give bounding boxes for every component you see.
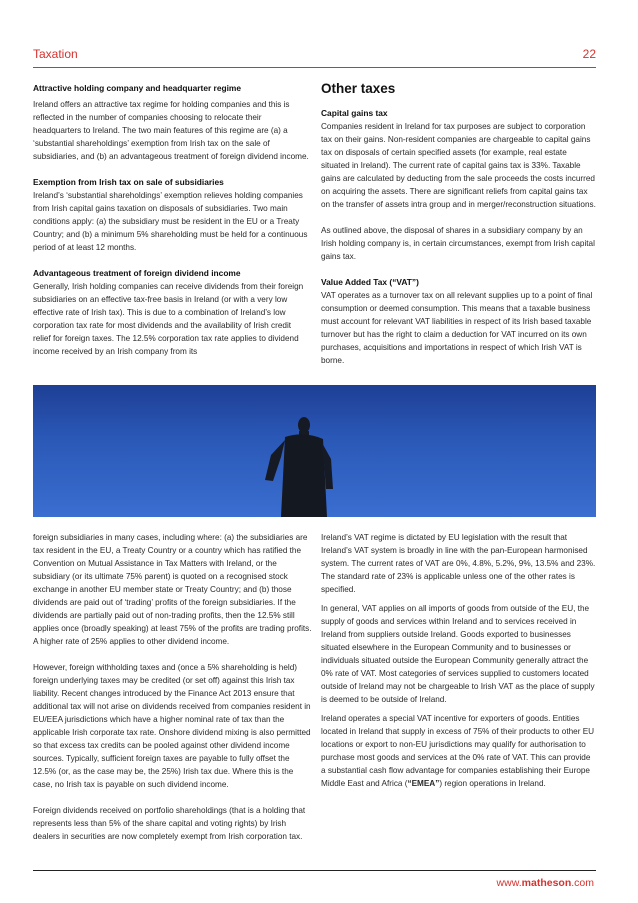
- paragraph: As outlined above, the disposal of shares in a subsidiary company by an Irish holding company is, in certain circumstances, exempt from Irish capital gains tax.: [321, 226, 595, 261]
- page-number: 22: [582, 47, 596, 61]
- heading-exemption: Exemption from Irish tax on sale of subsidiaries: [33, 177, 224, 187]
- left-column-bottom: [33, 531, 313, 856]
- heading-capital-gains: Capital gains tax: [321, 108, 388, 118]
- statue-silhouette: [33, 385, 596, 517]
- heading-vat: Value Added Tax (“VAT”): [321, 277, 419, 287]
- footer-url[interactable]: www.matheson.com: [496, 877, 594, 889]
- paragraph: Generally, Irish holding companies can receive dividends from their foreign subsidiaries on an effective tax-free basis in Ireland (or with a very low effective rate of Irish tax). This is due to a combination of Ireland’s low corporation tax rate for most dividends and the availability of Irish credit relief for foreign taxes. The 12.5% corporation tax rate applies to dividend income received by an Irish company from its: [33, 282, 304, 356]
- section-title: Taxation: [33, 47, 78, 61]
- paragraph: In general, VAT applies on all imports of goods from outside of the EU, the supply of goods and services within Ireland and to services received in Ireland from suppliers outside Ireland. Goods exported to businesses situated elsewhere in the European Community and to businesses or individuals situated outside the European Community generally attract the 0% rate of VAT. Most categories of services supplied to customers located outside of Ireland may not be chargeable to Irish VAT as the place of supply is deemed to be outside of Ireland.: [321, 604, 595, 704]
- other-taxes-title: Other taxes: [321, 81, 396, 96]
- header-rule: [33, 67, 596, 68]
- paragraph: Companies resident in Ireland for tax purposes are subject to corporation tax on their gains. Non-resident companies are chargeable to capital gains tax on disposals of certain specified assets (for example, real estate situated in Ireland). The current rate of capital gains tax is 33%. Taxable gains are calculated by deducting from the sale proceeds the costs incurred on acquiring the assets. There are significant reliefs from capital gains tax on the transfer of assets intra group and in merger/reconstruction situations.: [321, 122, 596, 209]
- paragraph: VAT operates as a turnover tax on all relevant supplies up to a point of final consumption or deemed consumption. This means that a taxable business must account for relevant VAT liabilities in respect of its Irish based taxable turnover but has the right to claim a deduction for VAT incurred on its own purchases, acquisitions and importations in respect of which Irish VAT is borne.: [321, 291, 593, 365]
- paragraph: Ireland’s VAT regime is dictated by EU legislation with the result that Ireland’s VAT system is broadly in line with the pan-European harmonised system. The current rates of VAT are 0%, 4.8%, 5.2%, 9%, 13.5% and 23%. The standard rate of 23% is applicable unless one of the other rates is specified.: [321, 533, 596, 594]
- right-column-bottom: [321, 531, 597, 803]
- heading-dividend-income: Advantageous treatment of foreign dividend income: [33, 268, 241, 278]
- paragraph: Foreign dividends received on portfolio shareholdings (that is a holding that represents less than 5% of the share capital and voting rights) by Irish dealers in securities are now completely exempt from Irish corporation tax.: [33, 806, 306, 841]
- right-column-top: [321, 81, 597, 380]
- left-column-top: [33, 82, 311, 371]
- paragraph: foreign subsidiaries in many cases, including where: (a) the subsidiaries are tax resident in the EU, a Treaty Country or a country which has ratified the Convention on Mutual Assistance in Tax Matters with Ireland, or the subsidiary (or its ultimate 75% parent) is quoted on a recognised stock exchange in another EU member state or Treaty Country; and (b) those dividends are paid out of ‘trading’ profits of the foreign subsidiaries. If the dividends are partially paid out of non-trading profits, then the 12.5% still applies once (broadly speaking) at least 75% of the profits are trading profits. A higher rate of 25% applies to other dividend income.: [33, 533, 312, 646]
- paragraph: Ireland’s ‘substantial shareholdings’ exemption relieves holding companies from Irish capital gains taxation on disposals of subsidiaries. Two main conditions apply: (a) the subsidiary must be resident in the EU or a Treaty Country; and (b) a minimum 5% shareholding must be held for a continuous period of at least 12 months.: [33, 191, 308, 252]
- statue-photo: [33, 385, 596, 517]
- page-header: [33, 47, 596, 67]
- heading-holding-regime: Attractive holding company and headquarter regime: [33, 83, 242, 93]
- footer-rule: [33, 870, 596, 871]
- paragraph: Ireland operates a special VAT incentive for exporters of goods. Entities located in Ireland that supply in excess of 75% of their products to other EU locations or export to non-EU jurisdictions may qualify for authorisation to purchase most goods and services at the 0% rate of VAT. This can provide a substantial cash flow advantage for companies establishing their Europe Middle East and Africa (“EMEA”) region operations in Ireland.: [321, 714, 595, 788]
- paragraph: However, foreign withholding taxes and (once a 5% shareholding is held) foreign underlying taxes may be credited (or set off) against this Irish tax liability. Recent changes introduced by the Finance Act 2013 ensure that additional tax will not arise on dividends received from companies resident in EU/EEA jurisdictions which have a higher nominal rate of tax than the applicable Irish corporate tax rate. Onshore dividend mixing is also permitted so that excess tax credits can be pooled against other dividend income sources. Typically, sufficient foreign taxes are payable to fully offset the 12.5% (or, as the case may be, the 25%) Irish tax due. Where this is the case, no Irish tax is payable on such dividend income.: [33, 663, 311, 789]
- paragraph: Ireland offers an attractive tax regime for holding companies and this is reflected in the number of companies choosing to relocate their headquarters to Ireland. The two main features of this regime are (a) a ‘substantial shareholdings’ exemption from Irish tax on the sale of subsidiaries, and (b) an advantageous treatment of foreign dividend income.: [33, 100, 309, 161]
